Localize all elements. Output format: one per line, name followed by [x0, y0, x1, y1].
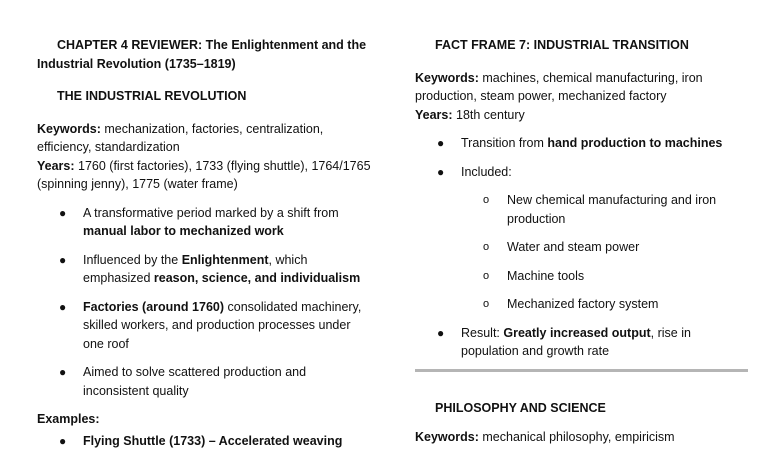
sub-item-text: Mechanized factory system	[507, 297, 659, 311]
chapter-title-line2: Industrial Revolution (1735–1819)	[37, 56, 236, 71]
sub-item-text: Water and steam power	[507, 240, 640, 254]
circle-bullet-icon: o	[483, 194, 490, 206]
keywords-label: Keywords:	[415, 430, 479, 444]
fact-frame-keywords-paragraph	[415, 69, 750, 125]
bullet-icon: ●	[59, 299, 67, 314]
industrial-revolution-bullets	[37, 204, 372, 401]
years-label: Years:	[37, 158, 75, 173]
bullet-text: Aimed to solve scattered production and inconsistent quality	[83, 365, 307, 398]
bullet-bold-text: hand production to machines	[547, 136, 723, 150]
list-item	[37, 298, 372, 354]
section-title-philosophy-science: PHILOSOPHY AND SCIENCE	[435, 401, 606, 415]
fact-frame-title: FACT FRAME 7: INDUSTRIAL TRANSITION	[435, 38, 689, 52]
bullet-text: , rise in population and growth rate	[461, 325, 691, 358]
bullet-text: A transformative period marked by a shift from	[83, 205, 339, 220]
bullet-icon: ●	[437, 136, 445, 150]
bullet-text: consolidated machinery, skilled workers, and production processes under one roof	[83, 299, 362, 351]
years-label: Years:	[415, 107, 453, 122]
left-column	[37, 0, 372, 429]
circle-bullet-icon: o	[483, 241, 490, 253]
bullet-bold-text: reason, science, and individualism	[153, 271, 361, 285]
included-sublist	[461, 191, 750, 314]
bullet-text: Result:	[461, 325, 504, 340]
keywords-paragraph	[37, 120, 372, 194]
circle-bullet-icon: o	[483, 298, 490, 310]
keywords-label: Keywords:	[37, 121, 101, 136]
right-column	[415, 0, 750, 371]
bullet-text: Influenced by the	[83, 252, 182, 267]
keywords-label: Keywords:	[415, 70, 479, 85]
bullet-icon: ●	[437, 164, 445, 179]
years-text: 1760 (first factories), 1733 (flying shuttle), 1764/1765 (spinning jenny), 1775 (water frame)	[37, 158, 371, 191]
chapter-title-line1: CHAPTER 4 REVIEWER: The Enlightenment and the	[57, 38, 367, 52]
list-item	[415, 163, 750, 314]
examples-label: Examples:	[37, 412, 100, 426]
sub-item-text: New chemical manufacturing and iron production	[507, 193, 717, 226]
sub-item-text: Machine tools	[507, 268, 585, 283]
bullet-icon: ●	[59, 365, 67, 379]
bullet-text: Included:	[461, 164, 512, 179]
bullet-bold-text: Enlightenment	[181, 252, 269, 267]
list-item	[37, 363, 372, 400]
chapter-title	[37, 36, 372, 73]
bullet-text: Transition from	[461, 136, 548, 150]
circle-bullet-icon: o	[483, 269, 490, 282]
list-item	[461, 295, 750, 314]
list-item	[415, 324, 750, 361]
bullet-icon: ●	[59, 434, 67, 448]
list-item	[461, 238, 750, 257]
bullet-bold-text: Greatly increased output	[503, 325, 651, 340]
bullet-icon: ●	[59, 252, 67, 267]
bullet-text: , which emphasized	[83, 252, 308, 285]
list-item	[37, 251, 372, 288]
section-title-industrial-revolution: THE INDUSTRIAL REVOLUTION	[57, 89, 247, 103]
keywords-text: mechanization, factories, centralization, efficiency, standardization	[37, 121, 324, 154]
years-text: 18th century	[452, 107, 525, 122]
list-item	[461, 191, 750, 228]
list-item	[415, 134, 750, 153]
example-item-text: Flying Shuttle (1733) – Accelerated weaving	[83, 434, 343, 448]
list-item	[461, 267, 750, 286]
bullet-bold-text: manual labor to mechanized work	[83, 224, 284, 238]
list-item	[37, 204, 372, 241]
fact-frame-bullets	[415, 134, 750, 361]
section-divider	[415, 369, 748, 372]
bullet-icon: ●	[437, 325, 445, 340]
keywords-text: mechanical philosophy, empiricism	[478, 430, 675, 444]
bullet-bold-text: Factories (around 1760)	[83, 299, 225, 314]
philosophy-keywords	[415, 428, 675, 447]
bullet-icon: ●	[59, 205, 67, 220]
keywords-text: machines, chemical manufacturing, iron production, steam power, mechanized factory	[415, 70, 703, 103]
